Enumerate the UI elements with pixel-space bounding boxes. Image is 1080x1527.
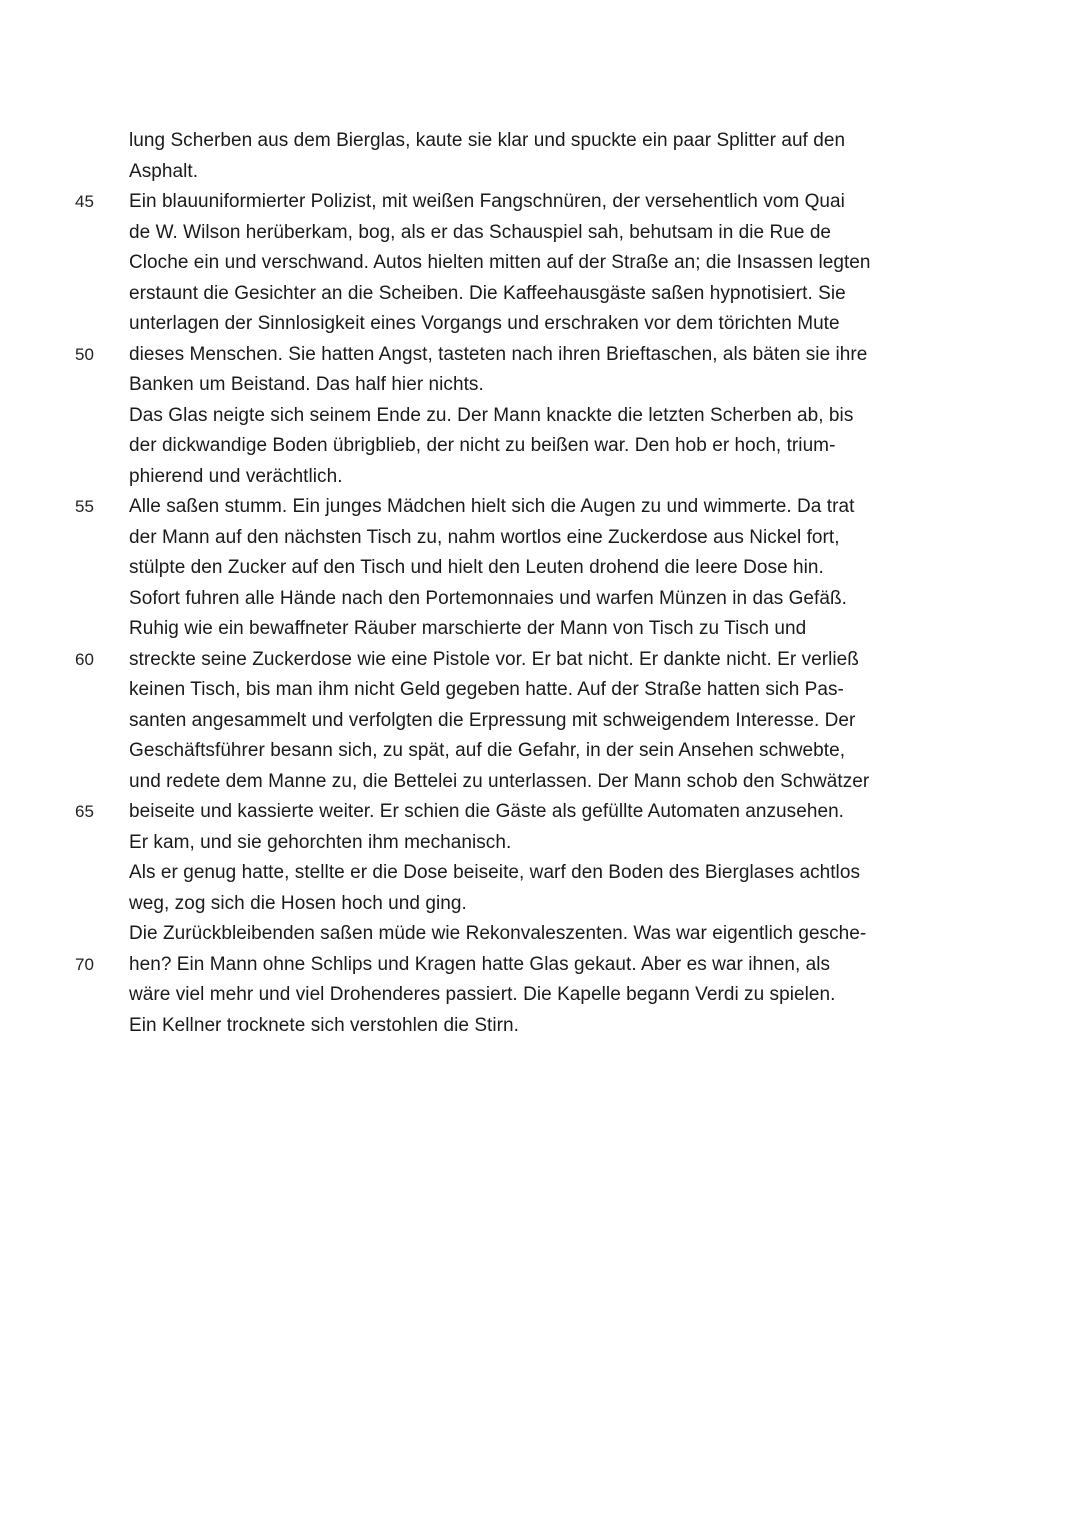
line-text: der dickwandige Boden übrigblieb, der nicht zu beißen war. Den hob er hoch, trium- xyxy=(129,435,836,456)
text-line xyxy=(0,614,1080,645)
text-line xyxy=(0,523,1080,554)
line-number: 45 xyxy=(75,192,94,211)
line-text: Ein Kellner trocknete sich verstohlen die Stirn. xyxy=(129,1014,519,1036)
line-number: 60 xyxy=(75,649,94,669)
text-line xyxy=(0,584,1080,615)
text-line xyxy=(0,767,1080,798)
line-text: Geschäftsführer besann sich, zu spät, auf die Gefahr, in der sein Ansehen schwebte, xyxy=(129,740,846,761)
line-text: santen angesammelt und verfolgten die Erpressung mit schweigendem Interesse. Der xyxy=(129,709,856,731)
text-line xyxy=(0,736,1080,767)
line-text: hen? Ein Mann ohne Schlips und Kragen hatte Glas gekaut. Aber es war ihnen, als xyxy=(129,953,831,975)
text-line xyxy=(0,1011,1080,1042)
line-text: Ein blauuniformierter Polizist, mit weißen Fangschnüren, der versehentlich vom Quai xyxy=(129,191,845,212)
line-text: Ruhig wie ein bewaffneter Räuber marschierte der Mann von Tisch zu Tisch und xyxy=(129,618,807,639)
text-line xyxy=(0,248,1080,279)
line-text: erstaunt die Gesichter an die Scheiben. Die Kaffeehausgäste saßen hypnotisiert. Sie xyxy=(129,282,846,304)
text-line xyxy=(0,645,1080,676)
text-line xyxy=(0,431,1080,462)
text-line xyxy=(0,675,1080,706)
line-number: 50 xyxy=(75,344,94,364)
line-text: unterlagen der Sinnlosigkeit eines Vorgangs und erschraken vor dem törichten Mute xyxy=(129,313,840,334)
text-line xyxy=(0,157,1080,188)
text-line xyxy=(0,187,1080,218)
line-text: wäre viel mehr und viel Drohenderes passiert. Die Kapelle begann Verdi zu spielen. xyxy=(129,984,836,1005)
line-text: lung Scherben aus dem Bierglas, kaute sie klar und spuckte ein paar Splitter auf den xyxy=(129,130,846,151)
text-line xyxy=(0,950,1080,981)
text-body xyxy=(0,126,1080,1041)
line-text: weg, zog sich die Hosen hoch und ging. xyxy=(129,892,467,914)
line-number: 70 xyxy=(75,954,94,974)
text-line xyxy=(0,858,1080,889)
text-line xyxy=(0,309,1080,340)
text-line xyxy=(0,370,1080,401)
text-line xyxy=(0,401,1080,432)
text-line xyxy=(0,706,1080,737)
line-number: 55 xyxy=(75,497,94,516)
line-text: dieses Menschen. Sie hatten Angst, tasteten nach ihren Brieftaschen, als bäten sie ihre xyxy=(129,343,868,365)
text-line xyxy=(0,492,1080,523)
text-line xyxy=(0,553,1080,584)
text-line xyxy=(0,462,1080,493)
line-text: keinen Tisch, bis man ihm nicht Geld gegeben hatte. Auf der Straße hatten sich Pas- xyxy=(129,679,844,700)
line-text: Die Zurückbleibenden saßen müde wie Rekonvaleszenten. Was war eigentlich gesche- xyxy=(129,923,867,944)
line-text: de W. Wilson herüberkam, bog, als er das Schauspiel sah, behutsam in die Rue de xyxy=(129,221,832,243)
line-text: Als er genug hatte, stellte er die Dose beiseite, warf den Boden des Bierglases achtlos xyxy=(129,862,860,883)
text-line xyxy=(0,340,1080,371)
text-line xyxy=(0,919,1080,950)
line-text: Cloche ein und verschwand. Autos hielten mitten auf der Straße an; die Insassen legten xyxy=(129,252,871,273)
line-text: der Mann auf den nächsten Tisch zu, nahm wortlos eine Zuckerdose aus Nickel fort, xyxy=(129,526,840,548)
text-line xyxy=(0,889,1080,920)
line-text: Sofort fuhren alle Hände nach den Portemonnaies und warfen Münzen in das Gefäß. xyxy=(129,587,847,609)
line-text: Alle saßen stumm. Ein junges Mädchen hielt sich die Augen zu und wimmerte. Da trat xyxy=(129,496,855,517)
text-line xyxy=(0,279,1080,310)
line-text: beiseite und kassierte weiter. Er schien die Gäste als gefüllte Automaten anzusehen. xyxy=(129,801,845,822)
line-text: streckte seine Zuckerdose wie eine Pistole vor. Er bat nicht. Er dankte nicht. Er verließ xyxy=(129,648,859,670)
line-text: Er kam, und sie gehorchten ihm mechanisch. xyxy=(129,831,512,853)
text-line xyxy=(0,980,1080,1011)
line-text: Das Glas neigte sich seinem Ende zu. Der Mann knackte die letzten Scherben ab, bis xyxy=(129,404,854,426)
line-number: 65 xyxy=(75,802,94,821)
line-text: Banken um Beistand. Das half hier nichts. xyxy=(129,374,484,395)
text-line xyxy=(0,126,1080,157)
line-text: und redete dem Manne zu, die Bettelei zu unterlassen. Der Mann schob den Schwätzer xyxy=(129,770,870,792)
line-text: phierend und verächtlich. xyxy=(129,465,343,487)
text-line xyxy=(0,797,1080,828)
line-text: Asphalt. xyxy=(129,160,199,182)
text-line xyxy=(0,218,1080,249)
line-text: stülpte den Zucker auf den Tisch und hielt den Leuten drohend die leere Dose hin. xyxy=(129,557,824,578)
text-line xyxy=(0,828,1080,859)
